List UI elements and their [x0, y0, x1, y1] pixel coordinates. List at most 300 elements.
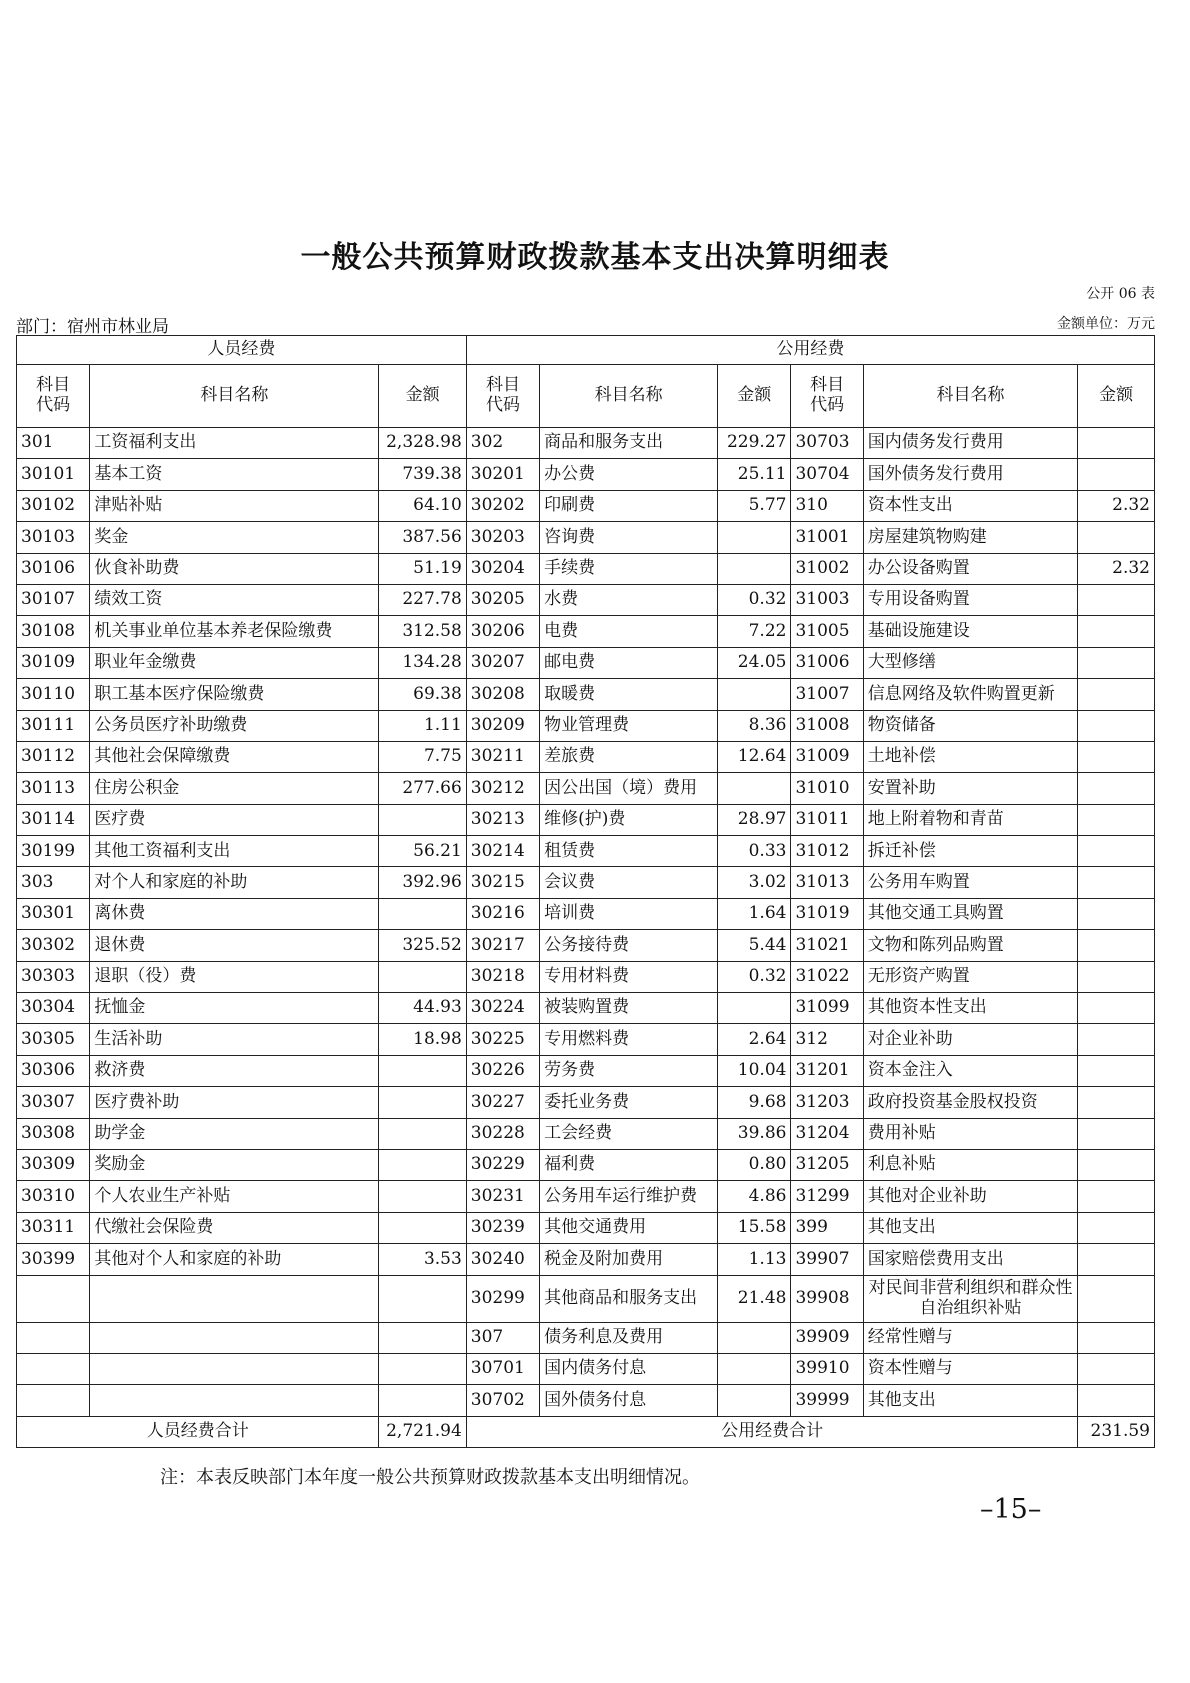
- name-cell: 资本金注入: [863, 1055, 1078, 1086]
- name-cell: 信息网络及软件购置更新: [863, 679, 1078, 710]
- code-cell: 31203: [791, 1087, 863, 1118]
- code-cell: 30310: [17, 1181, 90, 1212]
- amount-cell: [1078, 1275, 1155, 1322]
- amount-cell: [718, 522, 791, 553]
- amount-cell: [1078, 1181, 1155, 1212]
- name-cell: [90, 1275, 379, 1322]
- table-row: [17, 1149, 1155, 1180]
- code-cell: 30113: [17, 773, 90, 804]
- code-cell: 30307: [17, 1087, 90, 1118]
- amount-cell: 5.44: [718, 930, 791, 961]
- table-row: [17, 867, 1155, 898]
- code-cell: 310: [791, 490, 863, 521]
- name-cell: 助学金: [90, 1118, 379, 1149]
- amount-cell: [1078, 773, 1155, 804]
- code-cell: 30205: [466, 584, 539, 615]
- amount-cell: 10.04: [718, 1055, 791, 1086]
- code-cell: 30112: [17, 741, 90, 772]
- amount-cell: 0.80: [718, 1149, 791, 1180]
- amount-cell: [379, 1353, 466, 1384]
- name-cell: 资本性赠与: [863, 1353, 1078, 1384]
- amount-cell: [379, 804, 466, 835]
- name-cell: 大型修缮: [863, 647, 1078, 678]
- table-row: [17, 1118, 1155, 1149]
- code-cell: [17, 1353, 90, 1384]
- amount-cell: [718, 553, 791, 584]
- amount-cell: 1.64: [718, 898, 791, 929]
- column-header-code: 科目 代码: [17, 365, 90, 428]
- name-cell: 医疗费补助: [90, 1087, 379, 1118]
- table-row: [17, 930, 1155, 961]
- name-cell: 退职（役）费: [90, 961, 379, 992]
- amount-cell: [379, 1212, 466, 1243]
- table-row: [17, 804, 1155, 835]
- code-cell: 30299: [466, 1275, 539, 1322]
- code-cell: 30217: [466, 930, 539, 961]
- amount-cell: 7.22: [718, 616, 791, 647]
- name-cell: 其他工资福利支出: [90, 836, 379, 867]
- code-cell: 31001: [791, 522, 863, 553]
- name-cell: 租赁费: [540, 836, 718, 867]
- code-cell: 31013: [791, 867, 863, 898]
- group-public-header: 公用经费: [466, 336, 1154, 365]
- code-cell: 30215: [466, 867, 539, 898]
- code-cell: 31012: [791, 836, 863, 867]
- amount-cell: 5.77: [718, 490, 791, 521]
- code-cell: 39907: [791, 1244, 863, 1275]
- amount-cell: [379, 961, 466, 992]
- amount-cell: 0.33: [718, 836, 791, 867]
- code-cell: 30102: [17, 490, 90, 521]
- name-cell: 培训费: [540, 898, 718, 929]
- code-cell: 30207: [466, 647, 539, 678]
- name-cell: 职业年金缴费: [90, 647, 379, 678]
- amount-cell: 2,328.98: [379, 428, 466, 459]
- amount-cell: 8.36: [718, 710, 791, 741]
- code-cell: 307: [466, 1322, 539, 1353]
- amount-cell: 25.11: [718, 459, 791, 490]
- amount-cell: [1078, 1244, 1155, 1275]
- amount-cell: [1078, 584, 1155, 615]
- amount-cell: 229.27: [718, 428, 791, 459]
- amount-cell: [1078, 1024, 1155, 1055]
- name-cell: 办公设备购置: [863, 553, 1078, 584]
- name-cell: 国外债务付息: [540, 1385, 718, 1416]
- code-cell: [17, 1385, 90, 1416]
- table-row: [17, 993, 1155, 1024]
- name-cell: 机关事业单位基本养老保险缴费: [90, 616, 379, 647]
- amount-cell: 12.64: [718, 741, 791, 772]
- name-cell: 地上附着物和青苗: [863, 804, 1078, 835]
- code-cell: 30304: [17, 993, 90, 1024]
- code-cell: 30226: [466, 1055, 539, 1086]
- name-cell: [90, 1353, 379, 1384]
- code-cell: 30224: [466, 993, 539, 1024]
- name-cell: 伙食补助费: [90, 553, 379, 584]
- personnel-total-amount: 2,721.94: [379, 1416, 466, 1447]
- amount-cell: 21.48: [718, 1275, 791, 1322]
- group-personnel-header: 人员经费: [17, 336, 467, 365]
- name-cell: 专用设备购置: [863, 584, 1078, 615]
- code-cell: 30108: [17, 616, 90, 647]
- code-cell: 30202: [466, 490, 539, 521]
- personnel-total-label: 人员经费合计: [17, 1416, 379, 1447]
- code-cell: 30107: [17, 584, 90, 615]
- name-cell: 其他社会保障缴费: [90, 741, 379, 772]
- name-cell: 国外债务发行费用: [863, 459, 1078, 490]
- amount-cell: 2.32: [1078, 553, 1155, 584]
- table-row: [17, 1181, 1155, 1212]
- name-cell: 退休费: [90, 930, 379, 961]
- amount-cell: 7.75: [379, 741, 466, 772]
- name-cell: 办公费: [540, 459, 718, 490]
- amount-cell: [1078, 710, 1155, 741]
- name-cell: 对企业补助: [863, 1024, 1078, 1055]
- code-cell: 399: [791, 1212, 863, 1243]
- amount-cell: [379, 1087, 466, 1118]
- name-cell: 咨询费: [540, 522, 718, 553]
- amount-unit-label: 金额单位：万元: [1057, 316, 1155, 332]
- name-cell: 资本性支出: [863, 490, 1078, 521]
- amount-cell: [1078, 867, 1155, 898]
- code-cell: 30309: [17, 1149, 90, 1180]
- name-cell: 其他对个人和家庭的补助: [90, 1244, 379, 1275]
- code-cell: 30305: [17, 1024, 90, 1055]
- code-cell: 30231: [466, 1181, 539, 1212]
- table-row: [17, 1385, 1155, 1416]
- name-cell: 奖金: [90, 522, 379, 553]
- code-cell: 31005: [791, 616, 863, 647]
- column-header-name: 科目名称: [863, 365, 1078, 428]
- name-cell: 国内债务付息: [540, 1353, 718, 1384]
- code-cell: 31008: [791, 710, 863, 741]
- amount-cell: [1078, 679, 1155, 710]
- amount-cell: [379, 1322, 466, 1353]
- code-cell: 30311: [17, 1212, 90, 1243]
- code-cell: 30701: [466, 1353, 539, 1384]
- code-cell: 30114: [17, 804, 90, 835]
- code-cell: 30218: [466, 961, 539, 992]
- code-cell: 30211: [466, 741, 539, 772]
- amount-cell: [1078, 647, 1155, 678]
- amount-cell: [1078, 741, 1155, 772]
- table-row: [17, 553, 1155, 584]
- amount-cell: 387.56: [379, 522, 466, 553]
- code-cell: 31011: [791, 804, 863, 835]
- column-header-code: 科目 代码: [791, 365, 863, 428]
- amount-cell: 2.32: [1078, 490, 1155, 521]
- footnote: 注：本表反映部门本年度一般公共预算财政拨款基本支出明细情况。: [160, 1467, 700, 1488]
- name-cell: 福利费: [540, 1149, 718, 1180]
- amount-cell: 4.86: [718, 1181, 791, 1212]
- name-cell: 物业管理费: [540, 710, 718, 741]
- amount-cell: [1078, 1353, 1155, 1384]
- amount-cell: [379, 1385, 466, 1416]
- name-cell: 代缴社会保险费: [90, 1212, 379, 1243]
- amount-cell: [379, 1055, 466, 1086]
- name-cell: 国家赔偿费用支出: [863, 1244, 1078, 1275]
- amount-cell: 3.02: [718, 867, 791, 898]
- code-cell: 30199: [17, 836, 90, 867]
- name-cell: 税金及附加费用: [540, 1244, 718, 1275]
- code-cell: 31022: [791, 961, 863, 992]
- table-row: [17, 1024, 1155, 1055]
- amount-cell: 15.58: [718, 1212, 791, 1243]
- code-cell: 39908: [791, 1275, 863, 1322]
- table-row: [17, 741, 1155, 772]
- code-cell: 312: [791, 1024, 863, 1055]
- code-cell: 31205: [791, 1149, 863, 1180]
- name-cell: 安置补助: [863, 773, 1078, 804]
- amount-cell: 64.10: [379, 490, 466, 521]
- name-cell: 离休费: [90, 898, 379, 929]
- name-cell: 印刷费: [540, 490, 718, 521]
- table-row: [17, 710, 1155, 741]
- name-cell: 专用燃料费: [540, 1024, 718, 1055]
- table-row: [17, 584, 1155, 615]
- code-cell: 30703: [791, 428, 863, 459]
- code-cell: 31201: [791, 1055, 863, 1086]
- code-cell: 30208: [466, 679, 539, 710]
- table-row: [17, 773, 1155, 804]
- name-cell: 专用材料费: [540, 961, 718, 992]
- table-row: [17, 836, 1155, 867]
- name-cell: 工资福利支出: [90, 428, 379, 459]
- amount-cell: 0.32: [718, 961, 791, 992]
- amount-cell: [1078, 961, 1155, 992]
- code-cell: 30225: [466, 1024, 539, 1055]
- public-total-label: 公用经费合计: [466, 1416, 1078, 1447]
- amount-cell: [1078, 616, 1155, 647]
- name-cell: 文物和陈列品购置: [863, 930, 1078, 961]
- code-cell: 30201: [466, 459, 539, 490]
- table-row: [17, 490, 1155, 521]
- name-cell: 对民间非营利组织和群众性自治组织补贴: [863, 1275, 1078, 1322]
- page-title: 一般公共预算财政拨款基本支出决算明细表: [300, 240, 890, 275]
- code-cell: 31007: [791, 679, 863, 710]
- amount-cell: 9.68: [718, 1087, 791, 1118]
- amount-cell: [1078, 898, 1155, 929]
- amount-cell: [1078, 1322, 1155, 1353]
- amount-cell: 56.21: [379, 836, 466, 867]
- code-cell: 31009: [791, 741, 863, 772]
- code-cell: 30111: [17, 710, 90, 741]
- code-cell: 30110: [17, 679, 90, 710]
- totals-row: [17, 1416, 1155, 1447]
- amount-cell: 44.93: [379, 993, 466, 1024]
- name-cell: 会议费: [540, 867, 718, 898]
- amount-cell: [1078, 1118, 1155, 1149]
- name-cell: 其他资本性支出: [863, 993, 1078, 1024]
- name-cell: 电费: [540, 616, 718, 647]
- amount-cell: 39.86: [718, 1118, 791, 1149]
- table-row: [17, 1055, 1155, 1086]
- amount-cell: [379, 1118, 466, 1149]
- code-cell: 39910: [791, 1353, 863, 1384]
- name-cell: 公务接待费: [540, 930, 718, 961]
- table-row: [17, 961, 1155, 992]
- code-cell: 30103: [17, 522, 90, 553]
- code-cell: [17, 1275, 90, 1322]
- amount-cell: [1078, 836, 1155, 867]
- code-cell: 30204: [466, 553, 539, 584]
- code-cell: 30301: [17, 898, 90, 929]
- code-cell: 30240: [466, 1244, 539, 1275]
- amount-cell: [1078, 1212, 1155, 1243]
- amount-cell: [1078, 1149, 1155, 1180]
- amount-cell: [718, 1385, 791, 1416]
- name-cell: 公务员医疗补助缴费: [90, 710, 379, 741]
- code-cell: 31099: [791, 993, 863, 1024]
- code-cell: 39909: [791, 1322, 863, 1353]
- name-cell: 劳务费: [540, 1055, 718, 1086]
- amount-cell: 739.38: [379, 459, 466, 490]
- table-row: [17, 1212, 1155, 1243]
- amount-cell: [1078, 428, 1155, 459]
- code-cell: 30302: [17, 930, 90, 961]
- code-cell: 30239: [466, 1212, 539, 1243]
- name-cell: 拆迁补偿: [863, 836, 1078, 867]
- name-cell: 手续费: [540, 553, 718, 584]
- amount-cell: [718, 1322, 791, 1353]
- table-row: [17, 616, 1155, 647]
- name-cell: 经常性赠与: [863, 1322, 1078, 1353]
- table-row: [17, 898, 1155, 929]
- name-cell: 其他支出: [863, 1212, 1078, 1243]
- code-cell: 31006: [791, 647, 863, 678]
- amount-cell: 325.52: [379, 930, 466, 961]
- name-cell: 土地补偿: [863, 741, 1078, 772]
- amount-cell: [718, 1353, 791, 1384]
- code-cell: 30213: [466, 804, 539, 835]
- table-row: [17, 1087, 1155, 1118]
- name-cell: 被装购置费: [540, 993, 718, 1024]
- name-cell: 债务利息及费用: [540, 1322, 718, 1353]
- name-cell: 工会经费: [540, 1118, 718, 1149]
- code-cell: 302: [466, 428, 539, 459]
- table-row: [17, 459, 1155, 490]
- name-cell: 邮电费: [540, 647, 718, 678]
- name-cell: 其他商品和服务支出: [540, 1275, 718, 1322]
- name-cell: 差旅费: [540, 741, 718, 772]
- amount-cell: 69.38: [379, 679, 466, 710]
- amount-cell: [1078, 1055, 1155, 1086]
- name-cell: 费用补贴: [863, 1118, 1078, 1149]
- code-cell: [17, 1322, 90, 1353]
- code-cell: 30227: [466, 1087, 539, 1118]
- code-cell: 30702: [466, 1385, 539, 1416]
- name-cell: 绩效工资: [90, 584, 379, 615]
- name-cell: 物资储备: [863, 710, 1078, 741]
- name-cell: 取暖费: [540, 679, 718, 710]
- page-number: –15–: [980, 1494, 1042, 1525]
- name-cell: 津贴补贴: [90, 490, 379, 521]
- name-cell: 房屋建筑物购建: [863, 522, 1078, 553]
- amount-cell: 277.66: [379, 773, 466, 804]
- code-cell: 31021: [791, 930, 863, 961]
- amount-cell: 312.58: [379, 616, 466, 647]
- amount-cell: 392.96: [379, 867, 466, 898]
- department-label: 部门：宿州市林业局: [16, 317, 169, 337]
- code-cell: 30106: [17, 553, 90, 584]
- code-cell: 30214: [466, 836, 539, 867]
- expenditure-table: [16, 335, 1155, 1448]
- amount-cell: [379, 1149, 466, 1180]
- amount-cell: [1078, 522, 1155, 553]
- code-cell: 31002: [791, 553, 863, 584]
- table-row: [17, 428, 1155, 459]
- name-cell: 抚恤金: [90, 993, 379, 1024]
- table-row: [17, 679, 1155, 710]
- amount-cell: [379, 1181, 466, 1212]
- amount-cell: [1078, 930, 1155, 961]
- name-cell: 职工基本医疗保险缴费: [90, 679, 379, 710]
- amount-cell: 3.53: [379, 1244, 466, 1275]
- name-cell: 国内债务发行费用: [863, 428, 1078, 459]
- form-number: 公开 06 表: [1086, 286, 1155, 302]
- name-cell: 公务用车购置: [863, 867, 1078, 898]
- amount-cell: [1078, 804, 1155, 835]
- name-cell: 其他交通工具购置: [863, 898, 1078, 929]
- code-cell: 30206: [466, 616, 539, 647]
- name-cell: [90, 1322, 379, 1353]
- amount-cell: [718, 993, 791, 1024]
- column-header-code: 科目 代码: [466, 365, 539, 428]
- amount-cell: 0.32: [718, 584, 791, 615]
- name-cell: 委托业务费: [540, 1087, 718, 1118]
- name-cell: 因公出国（境）费用: [540, 773, 718, 804]
- code-cell: 30228: [466, 1118, 539, 1149]
- name-cell: 奖励金: [90, 1149, 379, 1180]
- amount-cell: [718, 773, 791, 804]
- code-cell: 30704: [791, 459, 863, 490]
- column-header-name: 科目名称: [540, 365, 718, 428]
- name-cell: 生活补助: [90, 1024, 379, 1055]
- table-row: [17, 1322, 1155, 1353]
- amount-cell: 24.05: [718, 647, 791, 678]
- amount-cell: 227.78: [379, 584, 466, 615]
- name-cell: 基本工资: [90, 459, 379, 490]
- code-cell: 30209: [466, 710, 539, 741]
- amount-cell: [379, 1275, 466, 1322]
- name-cell: 利息补贴: [863, 1149, 1078, 1180]
- code-cell: 30101: [17, 459, 90, 490]
- code-cell: 301: [17, 428, 90, 459]
- name-cell: 商品和服务支出: [540, 428, 718, 459]
- table-row: [17, 1353, 1155, 1384]
- column-header-amount: 金额: [379, 365, 466, 428]
- table-row: [17, 522, 1155, 553]
- code-cell: 30216: [466, 898, 539, 929]
- amount-cell: [1078, 459, 1155, 490]
- code-cell: 30399: [17, 1244, 90, 1275]
- name-cell: 公务用车运行维护费: [540, 1181, 718, 1212]
- column-header-name: 科目名称: [90, 365, 379, 428]
- code-cell: 39999: [791, 1385, 863, 1416]
- amount-cell: 51.19: [379, 553, 466, 584]
- column-header-amount: 金额: [718, 365, 791, 428]
- name-cell: 水费: [540, 584, 718, 615]
- name-cell: 个人农业生产补贴: [90, 1181, 379, 1212]
- table-row: [17, 647, 1155, 678]
- name-cell: 无形资产购置: [863, 961, 1078, 992]
- name-cell: 救济费: [90, 1055, 379, 1086]
- amount-cell: [1078, 993, 1155, 1024]
- code-cell: 30109: [17, 647, 90, 678]
- amount-cell: 2.64: [718, 1024, 791, 1055]
- table-row: [17, 1275, 1155, 1322]
- name-cell: 维修(护)费: [540, 804, 718, 835]
